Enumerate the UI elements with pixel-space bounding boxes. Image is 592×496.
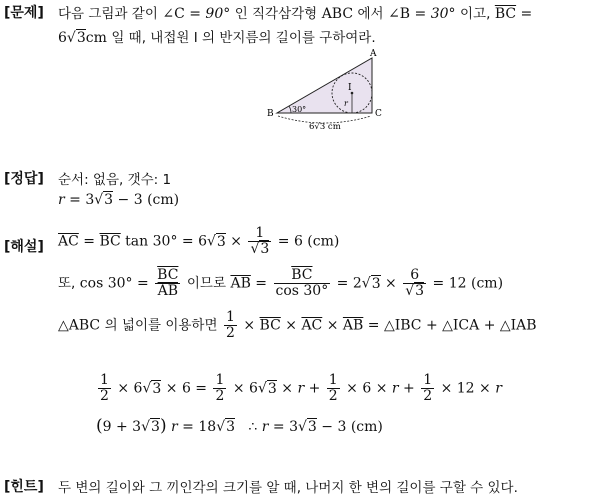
solution-line-1: $\overline{AC} = \overline{BC}$ tan 30° = 6√3 × $\frac{1}{√3}$ = 6 (cm) (58, 225, 340, 257)
solution-line-3: △ABC 의 넓이를 이용하면 $\frac{1}{2}$ × $\overline{BC} \times \overline{AC} \times \overline{AB}$ = △IBC + △ICA + △IAB (58, 309, 537, 341)
incenter-label: I (348, 83, 352, 93)
problem-line-1: 다음 그림과 같이 ∠C = 90° 인 직각삼각형 ABC 에서 ∠B = 30° 이고, $\overline{BC}$ = (58, 6, 533, 22)
solution-line-2: 또, cos 30° = $\frac{\overline{BC}}{AB}$ 이므로 $\overline{AB}$ = $\frac{\overline{BC}}{\cos 30^\circ}$ = 2√3 × $\frac{6}{√3}$ = 12 (cm) (58, 267, 504, 299)
answer-result: r = 3√3 − 3 (cm) (58, 192, 180, 208)
base-length-label: 6√3 cm (309, 122, 341, 132)
hint-text: 두 변의 길이와 그 끼인각의 크기를 알 때, 나머지 한 변의 길이를 구할 수 있다. (58, 480, 518, 496)
problem-line-2: 6√3cm 일 때, 내접원 I 의 반지름의 길이를 구하여라. (58, 30, 376, 46)
vertex-b-label: B (267, 109, 274, 119)
problem-label: [문제] (4, 5, 44, 21)
angle-label: 30° (292, 105, 307, 114)
vertex-c-label: C (375, 109, 382, 119)
radius-label: r (344, 99, 348, 108)
vertex-a-label: A (370, 49, 377, 59)
solution-line-4: $\frac{1}{2}$ × 6√3 × 6 = $\frac{1}{2}$ × 6√3 × r + $\frac{1}{2}$ × 6 × r + $\frac{1}{2}$ × 12 × r (100, 372, 502, 404)
hint-label: [힌트] (4, 479, 44, 495)
triangle-figure (262, 46, 392, 134)
answer-label: [정답] (4, 171, 44, 187)
solution-line-5: (9 + 3√3) r = 18√3 ∴ r = 3√3 − 3 (cm) (96, 416, 383, 436)
solution-label: [해설] (4, 239, 44, 255)
answer-order: 순서: 없음, 갯수: 1 (58, 172, 172, 188)
